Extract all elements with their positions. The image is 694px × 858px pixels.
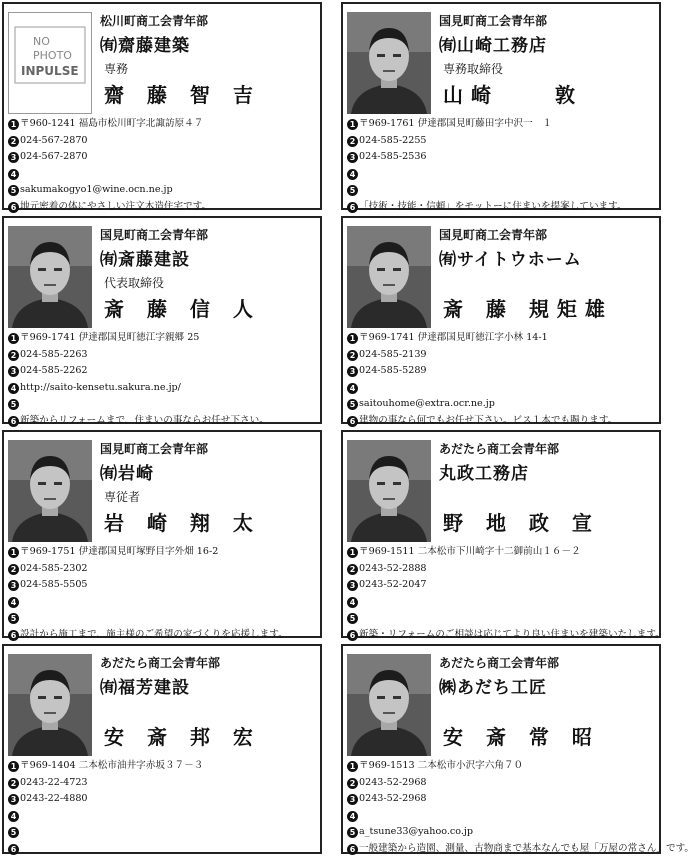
item-text: 〒960-1241 福島市松川町字北諏訪原４７ [20,118,204,129]
message-line [8,627,318,644]
item-text: a_tsune33@yahoo.co.jp [359,826,474,838]
business-card [341,430,665,640]
item-text: 0243-52-2968 [359,776,427,788]
job-title: 専務取締役 [443,62,504,76]
member-photo [8,440,92,542]
association-name: 国見町商工会青年部 [439,228,548,242]
address-line [347,758,657,775]
item-number-badge: 1 [347,119,358,130]
fax-line [8,149,318,166]
item-text: 024-585-2302 [20,562,88,574]
url-line [8,808,318,825]
address-line [347,330,657,347]
email-line [8,824,318,841]
business-card [341,644,694,854]
message-line [8,841,318,858]
item-number-badge: 5 [347,827,358,838]
item-text: 新築からリフォームまで、住まいの事ならお任せ下さい。 [20,414,269,426]
member-photo [347,654,431,756]
item-number-badge: 1 [8,547,19,558]
item-number-badge: 3 [347,580,358,591]
job-title: 専従者 [104,490,141,504]
person-name: 安 斎 常 昭 [443,725,600,749]
message-line [347,413,657,430]
message-line [347,841,694,858]
association-name: 国見町商工会青年部 [439,14,548,28]
phone-line [347,561,657,578]
item-text: 0243-22-4723 [20,776,88,788]
company-name: ㈲サイトウホーム [439,250,582,270]
company-name: ㈱あだち工匠 [439,678,547,698]
person-name: 安 斎 邦 宏 [104,725,261,749]
company-name: ㈲福芳建設 [100,678,190,698]
item-number-badge: 5 [347,613,358,624]
item-number-badge: 4 [8,169,19,180]
job-title: 専務 [104,62,129,76]
item-number-badge: 6 [347,630,358,641]
item-text: 024-585-2139 [359,348,427,360]
business-card [2,216,322,424]
fax-line [8,791,318,808]
contact-info [347,544,665,644]
address-line [8,758,318,775]
item-text: 「技術・技能・信頼」をモットーに住まいを提案しています。 [359,200,627,212]
item-text: 〒969-1741 伊達郡国見町徳江字親郷 25 [20,332,200,343]
person-name: 斎 藤 信 人 [104,297,261,321]
item-number-badge: 1 [8,119,19,130]
member-photo [347,226,431,328]
business-card [2,430,322,638]
phone-line [8,561,318,578]
association-name: あだたら商工会青年部 [439,442,560,456]
phone-line [8,347,318,364]
message-line [347,627,665,644]
fax-line [347,577,657,594]
fax-line [8,577,318,594]
item-number-badge: 5 [8,827,19,838]
url-line[interactable] [8,380,318,397]
item-text: 新築・リフォームのご相談は応じてより良い住まいを建築いたします。 [359,628,665,640]
email-line [347,182,657,199]
url-line [347,594,657,611]
item-number-badge: 3 [347,366,358,377]
person-name: 岩 崎 翔 太 [104,511,261,535]
item-number-badge: 5 [8,399,19,410]
item-text: 024-585-2262 [20,365,88,377]
contact-info [347,330,657,430]
message-line [347,199,657,216]
item-number-badge: 2 [347,778,358,789]
item-number-badge: 1 [347,333,358,344]
item-text: 0243-52-2968 [359,793,427,805]
item-number-badge: 6 [347,416,358,427]
email-line[interactable] [347,396,657,413]
item-number-badge: 1 [8,333,19,344]
contact-info [347,116,657,216]
email-line [8,396,318,413]
fax-line [347,791,657,808]
url-line [8,166,318,183]
fax-line [8,363,318,380]
item-number-badge: 2 [8,350,19,361]
item-number-badge: 4 [347,597,358,608]
phone-line [347,133,657,150]
contact-info [8,758,318,858]
phone-line [8,133,318,150]
business-card [341,2,661,210]
address-line [8,330,318,347]
person-name: 斎 藤 規矩雄 [443,297,613,321]
item-number-badge: 6 [347,202,358,213]
address-line [8,544,318,561]
phone-line [347,775,657,792]
url-line [347,380,657,397]
item-number-badge: 2 [347,136,358,147]
no-photo-placeholder [8,12,92,114]
company-name: ㈲岩崎 [100,464,154,484]
item-number-badge: 3 [347,794,358,805]
svg-text:NO: NO [33,35,50,48]
association-name: 松川町商工会青年部 [100,14,209,28]
person-name: 山崎 敦 [443,83,583,107]
item-text: 〒969-1751 伊達郡国見町塚野目字外畑 16-2 [20,546,219,557]
phone-line [8,775,318,792]
item-text: 024-585-5505 [20,579,88,591]
url-line [347,808,657,825]
item-number-badge: 5 [8,613,19,624]
company-name: ㈲齋藤建築 [100,36,190,56]
item-number-badge: 4 [8,811,19,822]
association-name: 国見町商工会青年部 [100,442,209,456]
item-text: 一般建築から造園、測量、古物商まで基本なんでも屋「万屋の常さん」です。 [359,842,694,854]
item-number-badge: 4 [8,597,19,608]
association-name: 国見町商工会青年部 [100,228,209,242]
member-photo [347,440,431,542]
item-number-badge: 1 [8,761,19,772]
item-number-badge: 6 [8,416,19,427]
item-text: 024-585-2536 [359,151,427,163]
item-text: 建物の事なら何でもお任せ下さい。ビス１本でも賜ります。 [359,414,618,426]
item-number-badge: 3 [8,794,19,805]
member-photo [8,226,92,328]
company-name: ㈲山崎工務店 [439,36,547,56]
company-name: 丸政工務店 [439,464,529,484]
address-line [8,116,318,133]
job-title: 代表取締役 [104,276,165,290]
item-number-badge: 2 [8,564,19,575]
contact-info [8,330,318,430]
email-line[interactable] [347,824,657,841]
email-line [347,610,657,627]
item-text: 〒969-1404 二本松市油井字赤坂３７－３ [20,760,204,771]
item-text: 地元密着の体にやさしい注文木造住宅です。 [20,200,212,212]
item-number-badge: 3 [347,152,358,163]
item-number-badge: 1 [347,547,358,558]
svg-text:PHOTO: PHOTO [33,49,72,62]
item-number-badge: 6 [8,202,19,213]
url-line [8,594,318,611]
phone-line [347,347,657,364]
item-number-badge: 2 [8,778,19,789]
item-text: 024-567-2870 [20,151,88,163]
item-number-badge: 5 [347,185,358,196]
item-text: 0243-52-2888 [359,562,427,574]
email-line[interactable] [8,182,318,199]
item-number-badge: 5 [347,399,358,410]
item-text: 024-585-2255 [359,134,427,146]
item-number-badge: 1 [347,761,358,772]
message-line [8,413,318,430]
item-text: 〒969-1741 伊達郡国見町徳江字小林 14-1 [359,332,548,343]
item-number-badge: 6 [8,844,19,855]
fax-line [347,363,657,380]
item-number-badge: 6 [8,630,19,641]
item-number-badge: 4 [347,169,358,180]
contact-info [8,544,318,644]
item-number-badge: 4 [347,811,358,822]
item-text: 0243-52-2047 [359,579,427,591]
svg-text:INPULSE: INPULSE [21,64,79,78]
item-text: http://saito-kensetu.sakura.ne.jp/ [20,381,181,393]
item-number-badge: 2 [347,350,358,361]
item-number-badge: 3 [8,580,19,591]
business-card [2,644,322,854]
member-photo [8,654,92,756]
item-text: 024-585-5289 [359,365,427,377]
contact-info [8,116,318,216]
message-line [8,199,318,216]
item-text: sakumakogyo1@wine.ocn.ne.jp [20,184,173,196]
item-text: 設計から施工まで、施主様のご希望の家づくりを応援します。 [20,628,288,640]
item-text: 〒969-1761 伊達郡国見町藤田字中沢一 １ [359,118,552,129]
business-card [341,216,661,424]
url-line [347,166,657,183]
address-line [347,116,657,133]
item-text: 〒969-1513 二本松市小沢字六角７０ [359,760,524,771]
company-name: ㈲斎藤建設 [100,250,190,270]
member-photo [347,12,431,114]
item-number-badge: 6 [347,844,358,855]
item-number-badge: 2 [347,564,358,575]
item-text: 0243-22-4880 [20,793,88,805]
item-text: saitouhome@extra.ocr.ne.jp [359,398,495,410]
item-number-badge: 2 [8,136,19,147]
business-card [2,2,322,210]
address-line [347,544,657,561]
item-number-badge: 5 [8,185,19,196]
item-number-badge: 4 [8,383,19,394]
item-number-badge: 4 [347,383,358,394]
item-text: 〒969-1511 二本松市下川崎字十二御前山１６－２ [359,546,581,557]
association-name: あだたら商工会青年部 [100,656,221,670]
item-number-badge: 3 [8,152,19,163]
person-name: 野 地 政 宣 [443,511,600,535]
person-name: 齋 藤 智 吉 [104,83,261,107]
item-number-badge: 3 [8,366,19,377]
fax-line [347,149,657,166]
contact-info [347,758,694,858]
email-line [8,610,318,627]
association-name: あだたら商工会青年部 [439,656,560,670]
item-text: 024-567-2870 [20,134,88,146]
item-text: 024-585-2263 [20,348,88,360]
